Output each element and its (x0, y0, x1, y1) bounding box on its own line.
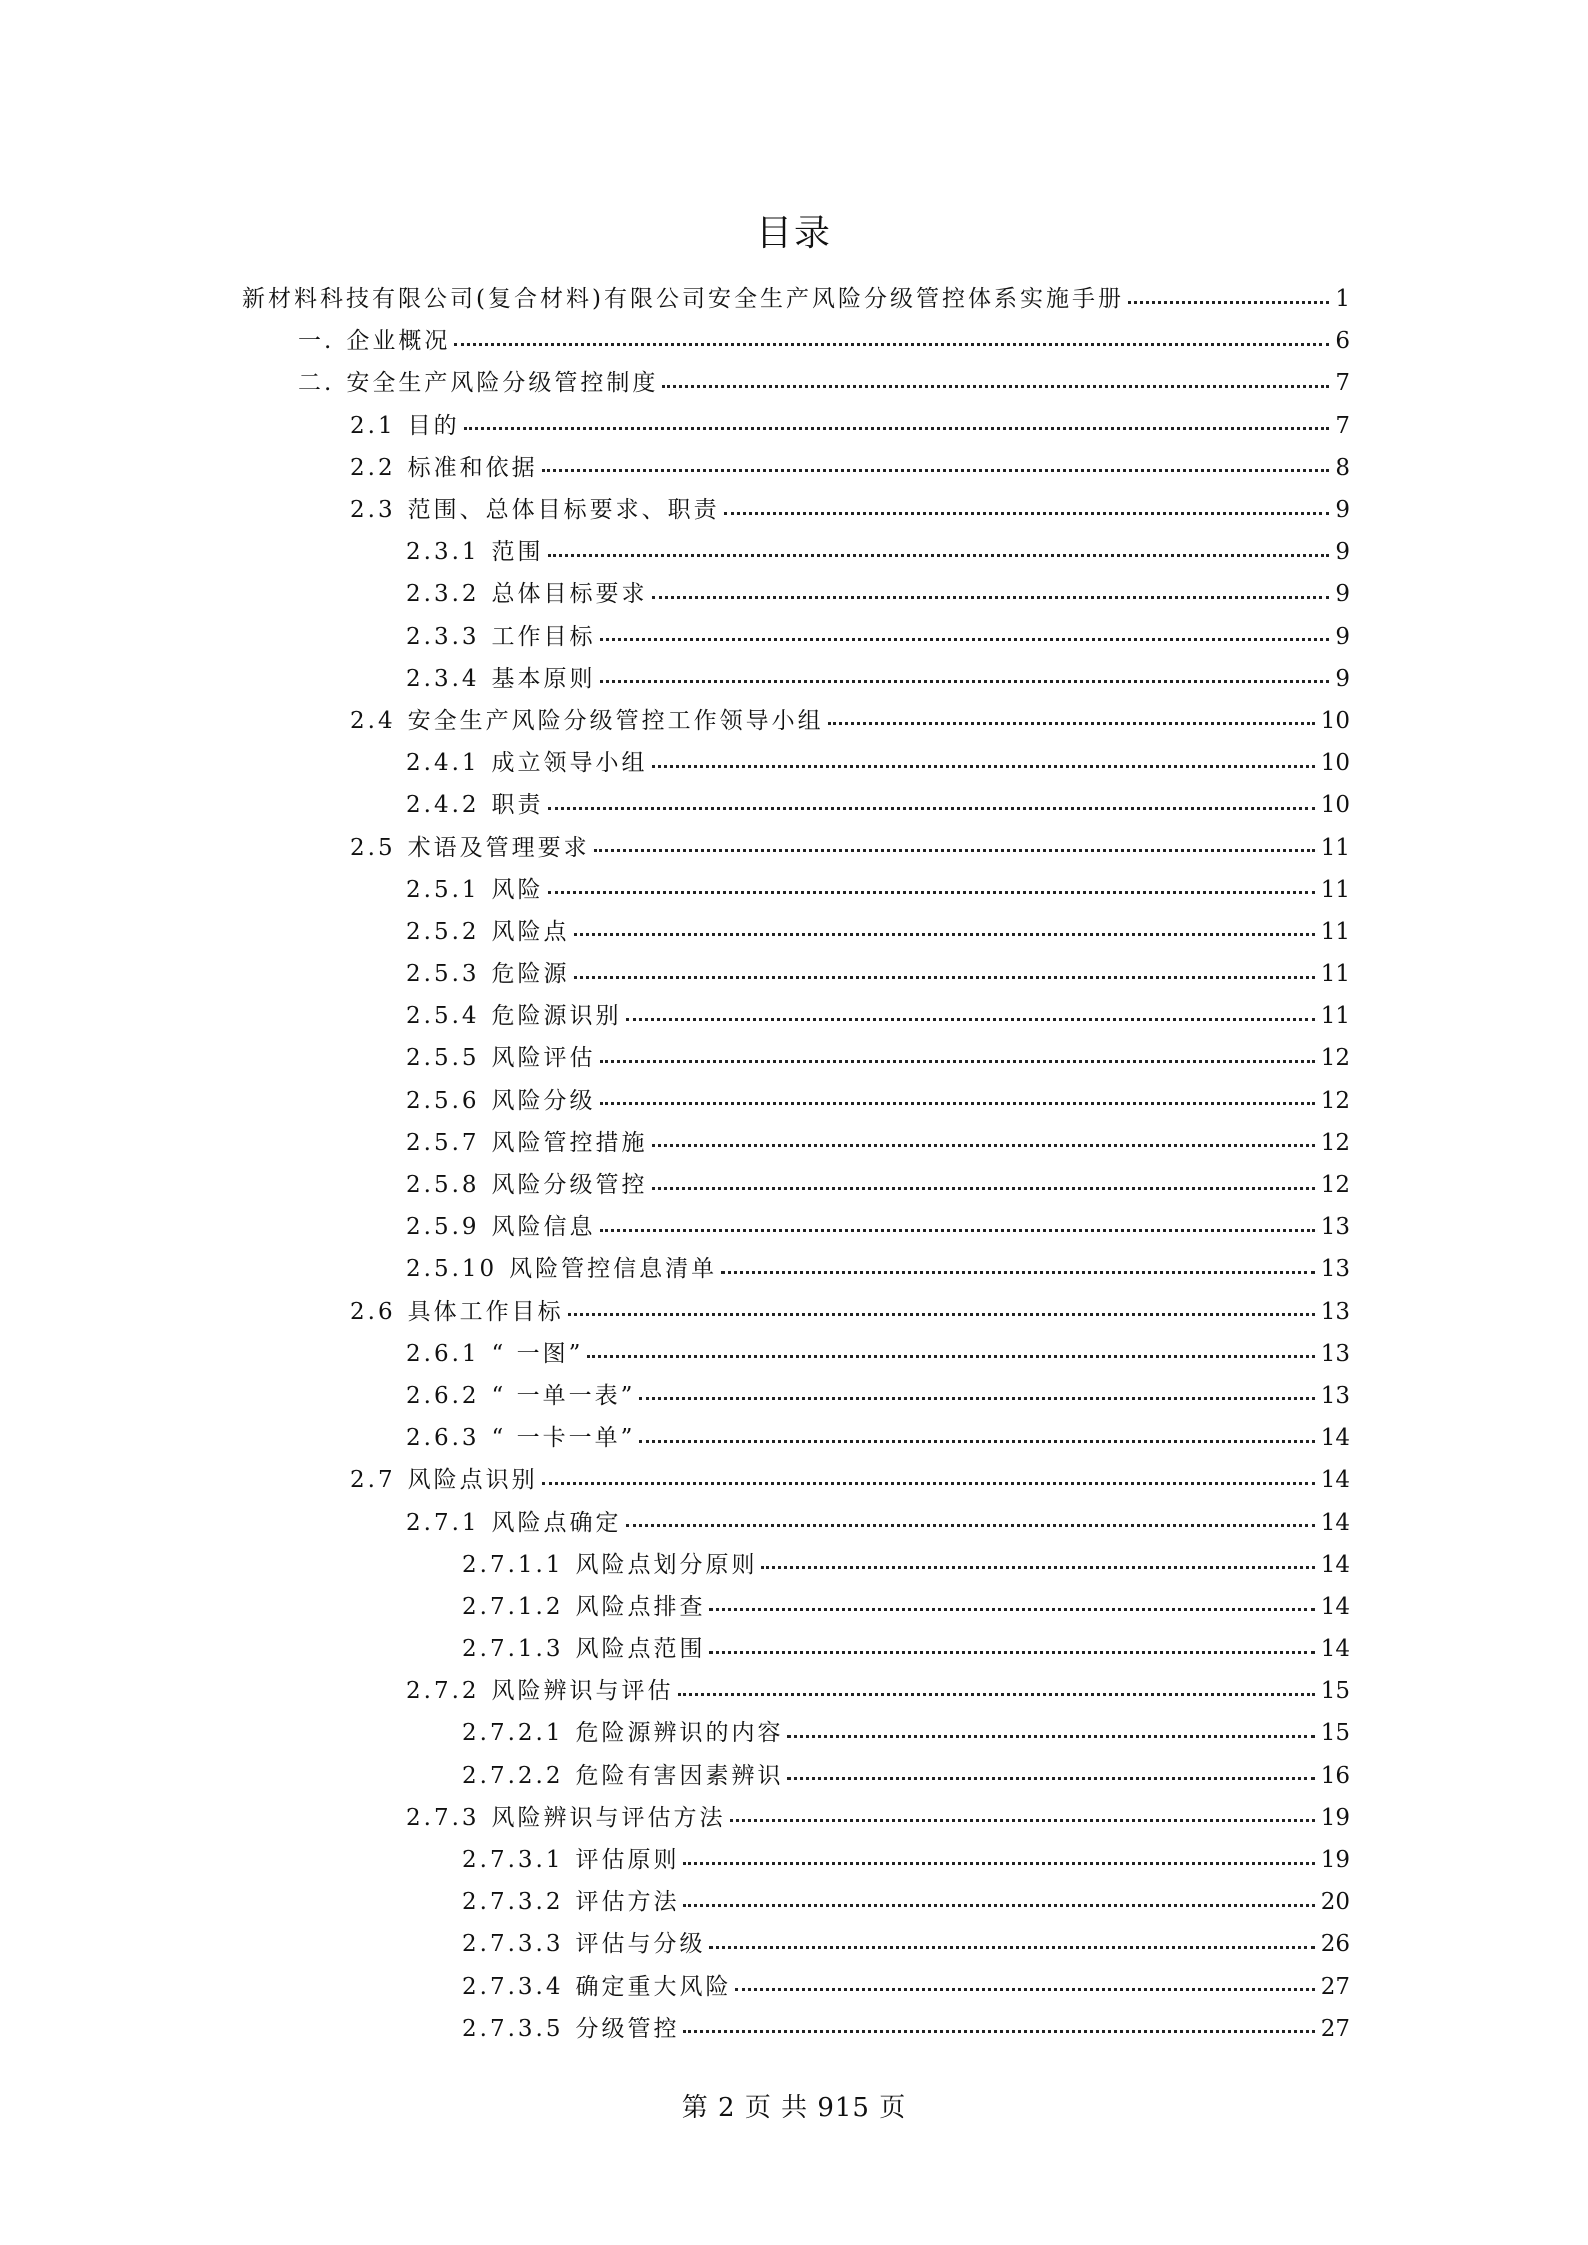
toc-entry[interactable] (0, 1797, 1588, 1839)
toc-entry-page-number: 12 (1320, 1129, 1350, 1156)
toc-entry-number: 2.5.10 (406, 1256, 498, 1283)
toc-entry-label: 危险有害因素辨识 (575, 1762, 784, 1789)
toc-entry[interactable] (0, 995, 1588, 1037)
toc-entry-label: 危险源识别 (491, 1003, 622, 1030)
page-footer: 第 2 页 共 915 页 (681, 2093, 907, 2123)
toc-entry-number: 2.7.1 (406, 1509, 480, 1536)
toc-entry-label: 风险辨识与评估 (491, 1678, 674, 1705)
toc-entry-label: 风险辨识与评估方法 (491, 1804, 726, 1831)
toc-dot-leader (721, 1271, 1315, 1274)
toc-entry-page-number: 11 (1320, 1003, 1350, 1030)
toc-entry-number: 2.7.3.3 (462, 1931, 564, 1958)
toc-entry[interactable] (0, 1248, 1588, 1290)
toc-entry-number: 2.3.1 (406, 539, 480, 566)
toc-entry[interactable] (0, 1080, 1588, 1122)
toc-entry-page-number: 14 (1320, 1551, 1350, 1578)
toc-entry-number: 2.2 (350, 454, 396, 481)
toc-entry-page-number: 10 (1320, 750, 1350, 777)
toc-dot-leader (600, 1102, 1315, 1105)
toc-entry-label: 风险信息 (491, 1214, 596, 1241)
toc-entry-page-number: 11 (1320, 918, 1350, 945)
toc-dot-leader (724, 512, 1330, 515)
toc-entry-page-number: 9 (1335, 623, 1350, 650)
toc-entry-number: 2.5 (350, 834, 396, 861)
toc-entry[interactable] (0, 1375, 1588, 1417)
toc-entry[interactable] (0, 1206, 1588, 1248)
toc-entry-page-number: 15 (1320, 1720, 1350, 1747)
toc-entry-number: 2.7.2.1 (462, 1720, 564, 1747)
toc-entry-label: “ 一卡一单” (491, 1425, 636, 1452)
toc-entry-number: 2.7.3.2 (462, 1889, 564, 1916)
toc-entry-label: 评估与分级 (575, 1931, 706, 1958)
toc-entry-label: 评估方法 (575, 1889, 680, 1916)
toc-entry-label: 新材料科技有限公司(复合材料)有限公司安全生产风险分级管控体系实施手册 (242, 286, 1124, 313)
toc-entry-label: 风险管控措施 (491, 1129, 648, 1156)
toc-entry-page-number: 9 (1335, 539, 1350, 566)
toc-entry[interactable] (0, 1755, 1588, 1797)
toc-entry-label: “ 一图” (491, 1340, 584, 1367)
toc-dot-leader (542, 1482, 1315, 1485)
toc-entry[interactable] (0, 405, 1588, 447)
toc-entry[interactable] (0, 869, 1588, 911)
toc-entry-page-number: 19 (1320, 1804, 1350, 1831)
toc-entry-number: 2.7.3.1 (462, 1847, 564, 1874)
toc-dot-leader (683, 1862, 1314, 1865)
toc-entry-number: 2.5.3 (406, 961, 480, 988)
toc-entry-label: 风险点 (491, 918, 570, 945)
toc-dot-leader (1128, 301, 1329, 304)
toc-entry-page-number: 12 (1320, 1172, 1350, 1199)
toc-dot-leader (464, 427, 1330, 430)
toc-entry-number: 2.4.2 (406, 792, 480, 819)
toc-entry[interactable] (0, 573, 1588, 615)
toc-entry-number: 2.3.4 (406, 665, 480, 692)
toc-entry-number: 2.5.4 (406, 1003, 480, 1030)
toc-entry[interactable] (0, 1670, 1588, 1712)
toc-entry-label: 风险点确定 (491, 1509, 622, 1536)
toc-entry-page-number: 19 (1320, 1847, 1350, 1874)
toc-entry[interactable] (0, 2008, 1588, 2050)
toc-entry[interactable] (0, 278, 1588, 320)
toc-dot-leader (730, 1819, 1315, 1822)
toc-entry[interactable] (0, 1712, 1588, 1754)
toc-entry-page-number: 14 (1320, 1509, 1350, 1536)
toc-entry-page-number: 27 (1320, 2015, 1350, 2042)
toc-entry-label: 分级管控 (575, 2015, 680, 2042)
toc-dot-leader (709, 1946, 1314, 1949)
toc-entry-label: 标准和依据 (407, 454, 538, 481)
toc-dot-leader (548, 891, 1315, 894)
toc-entry-page-number: 20 (1320, 1889, 1350, 1916)
toc-entry-label: 目的 (407, 412, 460, 439)
toc-entry[interactable] (0, 1839, 1588, 1881)
toc-dot-leader (568, 1313, 1315, 1316)
toc-dot-leader (626, 1524, 1315, 1527)
toc-entry-label: 风险点识别 (407, 1467, 538, 1494)
toc-entry[interactable] (0, 616, 1588, 658)
toc-dot-leader (652, 1144, 1315, 1147)
toc-dot-leader (639, 1397, 1314, 1400)
toc-entry-page-number: 9 (1335, 581, 1350, 608)
toc-dot-leader (600, 638, 1330, 641)
toc-entry-label: 成立领导小组 (491, 750, 648, 777)
toc-entry-page-number: 9 (1335, 497, 1350, 524)
toc-entry-number: 2.5.9 (406, 1214, 480, 1241)
toc-entry[interactable] (0, 1291, 1588, 1333)
toc-entry-number: 2.5.6 (406, 1087, 480, 1114)
toc-entry-page-number: 13 (1320, 1298, 1350, 1325)
toc-entry-label: 危险源 (491, 961, 570, 988)
toc-entry-label: 工作目标 (491, 623, 596, 650)
toc-entry[interactable] (0, 1923, 1588, 1965)
toc-entry-page-number: 13 (1320, 1340, 1350, 1367)
toc-entry[interactable] (0, 1628, 1588, 1670)
toc-entry-number: 2.4.1 (406, 750, 480, 777)
toc-entry-label: 风险点排查 (575, 1593, 706, 1620)
toc-entry[interactable] (0, 784, 1588, 826)
toc-entry-label: 基本原则 (491, 665, 596, 692)
toc-dot-leader (600, 1229, 1315, 1232)
toc-entry[interactable] (0, 742, 1588, 784)
toc-dot-leader (787, 1777, 1314, 1780)
toc-entry[interactable] (0, 911, 1588, 953)
toc-entry[interactable] (0, 826, 1588, 868)
toc-dot-leader (709, 1608, 1314, 1611)
toc-entry-label: 具体工作目标 (407, 1298, 564, 1325)
toc-dot-leader (683, 1904, 1314, 1907)
toc-entry-label: 确定重大风险 (575, 1973, 732, 2000)
toc-entry-number: 2.7.2 (406, 1678, 480, 1705)
toc-dot-leader (600, 1060, 1315, 1063)
toc-entry-label: “ 一单一表” (491, 1382, 636, 1409)
toc-entry-page-number: 14 (1320, 1636, 1350, 1663)
toc-dot-leader (454, 343, 1329, 346)
toc-dot-leader (652, 596, 1330, 599)
toc-entry-number: 2.5.7 (406, 1129, 480, 1156)
toc-dot-leader (735, 1988, 1314, 1991)
table-of-contents (0, 278, 1588, 2050)
toc-entry-label: 范围、总体目标要求、职责 (407, 497, 720, 524)
toc-entry-label: 风险点划分原则 (575, 1551, 758, 1578)
toc-entry-number: 2.4 (350, 707, 396, 734)
toc-entry-label: 安全生产风险分级管控工作领导小组 (407, 707, 824, 734)
toc-entry-label: 职责 (491, 792, 544, 819)
toc-dot-leader (787, 1735, 1314, 1738)
toc-entry-number: 2.7.3.5 (462, 2015, 564, 2042)
toc-entry-label: 风险分级 (491, 1087, 596, 1114)
toc-entry[interactable] (0, 1966, 1588, 2008)
toc-entry-number: 2.6.2 (406, 1382, 480, 1409)
toc-entry-label: 风险管控信息清单 (509, 1256, 718, 1283)
toc-entry-page-number: 14 (1320, 1467, 1350, 1494)
toc-dot-leader (678, 1693, 1315, 1696)
toc-entry-page-number: 8 (1335, 454, 1350, 481)
toc-entry-page-number: 7 (1335, 412, 1350, 439)
toc-entry-page-number: 13 (1320, 1382, 1350, 1409)
toc-entry-page-number: 11 (1320, 961, 1350, 988)
toc-entry-label: 企业概况 (346, 328, 451, 355)
toc-dot-leader (600, 680, 1330, 683)
toc-entry[interactable] (0, 658, 1588, 700)
toc-dot-leader (574, 933, 1315, 936)
toc-dot-leader (574, 976, 1315, 979)
toc-entry-number: 2.5.8 (406, 1172, 480, 1199)
toc-entry-label: 风险分级管控 (491, 1172, 648, 1199)
toc-entry-number: 2.5.2 (406, 918, 480, 945)
toc-entry-page-number: 1 (1335, 286, 1350, 313)
toc-dot-leader (709, 1651, 1314, 1654)
toc-entry-number: 2.7 (350, 1467, 396, 1494)
toc-entry[interactable] (0, 1501, 1588, 1543)
toc-entry-number: 2.7.2.2 (462, 1762, 564, 1789)
toc-entry-number: 2.7.1.2 (462, 1593, 564, 1620)
toc-entry-label: 范围 (491, 539, 544, 566)
toc-entry-page-number: 6 (1335, 328, 1350, 355)
toc-entry[interactable] (0, 1459, 1588, 1501)
toc-entry-page-number: 11 (1320, 834, 1350, 861)
toc-dot-leader (548, 807, 1315, 810)
toc-entry[interactable] (0, 320, 1588, 362)
toc-entry-number: 二. (298, 370, 335, 397)
toc-entry-number: 2.7.3.4 (462, 1973, 564, 2000)
toc-dot-leader (662, 385, 1329, 388)
toc-entry-label: 风险评估 (491, 1045, 596, 1072)
toc-entry[interactable] (0, 1122, 1588, 1164)
toc-title: 目录 (755, 213, 832, 254)
toc-entry[interactable] (0, 700, 1588, 742)
toc-dot-leader (652, 1187, 1315, 1190)
toc-entry-number: 2.7.3 (406, 1804, 480, 1831)
toc-entry[interactable] (0, 362, 1588, 404)
toc-entry-number: 2.7.1.1 (462, 1551, 564, 1578)
toc-entry-number: 2.6.3 (406, 1425, 480, 1452)
toc-entry-page-number: 12 (1320, 1045, 1350, 1072)
toc-entry-label: 术语及管理要求 (407, 834, 590, 861)
toc-entry-page-number: 15 (1320, 1678, 1350, 1705)
toc-entry-page-number: 14 (1320, 1593, 1350, 1620)
toc-entry-number: 2.5.5 (406, 1045, 480, 1072)
toc-entry-page-number: 11 (1320, 876, 1350, 903)
toc-entry-page-number: 13 (1320, 1256, 1350, 1283)
toc-dot-leader (626, 1018, 1315, 1021)
toc-entry-label: 危险源辨识的内容 (575, 1720, 784, 1747)
toc-entry[interactable] (0, 447, 1588, 489)
toc-entry-label: 安全生产风险分级管控制度 (346, 370, 659, 397)
toc-entry-number: 2.5.1 (406, 876, 480, 903)
toc-entry-number: 2.6 (350, 1298, 396, 1325)
toc-dot-leader (761, 1566, 1314, 1569)
toc-entry-page-number: 7 (1335, 370, 1350, 397)
toc-entry-label: 风险 (491, 876, 544, 903)
toc-entry[interactable] (0, 1417, 1588, 1459)
toc-entry[interactable] (0, 1586, 1588, 1628)
toc-entry-number: 2.7.1.3 (462, 1636, 564, 1663)
toc-entry[interactable] (0, 953, 1588, 995)
toc-entry-number: 2.3 (350, 497, 396, 524)
toc-entry-label: 风险点范围 (575, 1636, 706, 1663)
toc-entry-page-number: 26 (1320, 1931, 1350, 1958)
toc-entry[interactable] (0, 489, 1588, 531)
toc-entry[interactable] (0, 1333, 1588, 1375)
toc-entry-page-number: 9 (1335, 665, 1350, 692)
toc-dot-leader (548, 554, 1330, 557)
toc-entry-page-number: 10 (1320, 707, 1350, 734)
toc-entry-page-number: 16 (1320, 1762, 1350, 1789)
toc-entry-number: 2.3.2 (406, 581, 480, 608)
toc-entry-page-number: 10 (1320, 792, 1350, 819)
toc-dot-leader (594, 849, 1315, 852)
toc-entry-number: 一. (298, 328, 335, 355)
toc-entry-page-number: 27 (1320, 1973, 1350, 2000)
toc-dot-leader (587, 1355, 1314, 1358)
toc-entry-page-number: 13 (1320, 1214, 1350, 1241)
toc-entry[interactable] (0, 1037, 1588, 1079)
toc-entry-number: 2.6.1 (406, 1340, 480, 1367)
toc-entry[interactable] (0, 1881, 1588, 1923)
toc-entry-number: 2.1 (350, 412, 396, 439)
toc-entry-label: 评估原则 (575, 1847, 680, 1874)
toc-entry-number: 2.3.3 (406, 623, 480, 650)
toc-dot-leader (828, 722, 1315, 725)
toc-entry-label: 总体目标要求 (491, 581, 648, 608)
toc-entry[interactable] (0, 1544, 1588, 1586)
toc-entry-page-number: 14 (1320, 1425, 1350, 1452)
toc-dot-leader (683, 2030, 1314, 2033)
toc-entry[interactable] (0, 1164, 1588, 1206)
toc-dot-leader (652, 765, 1315, 768)
toc-entry[interactable] (0, 531, 1588, 573)
toc-dot-leader (542, 469, 1330, 472)
toc-dot-leader (639, 1440, 1314, 1443)
toc-entry-page-number: 12 (1320, 1087, 1350, 1114)
